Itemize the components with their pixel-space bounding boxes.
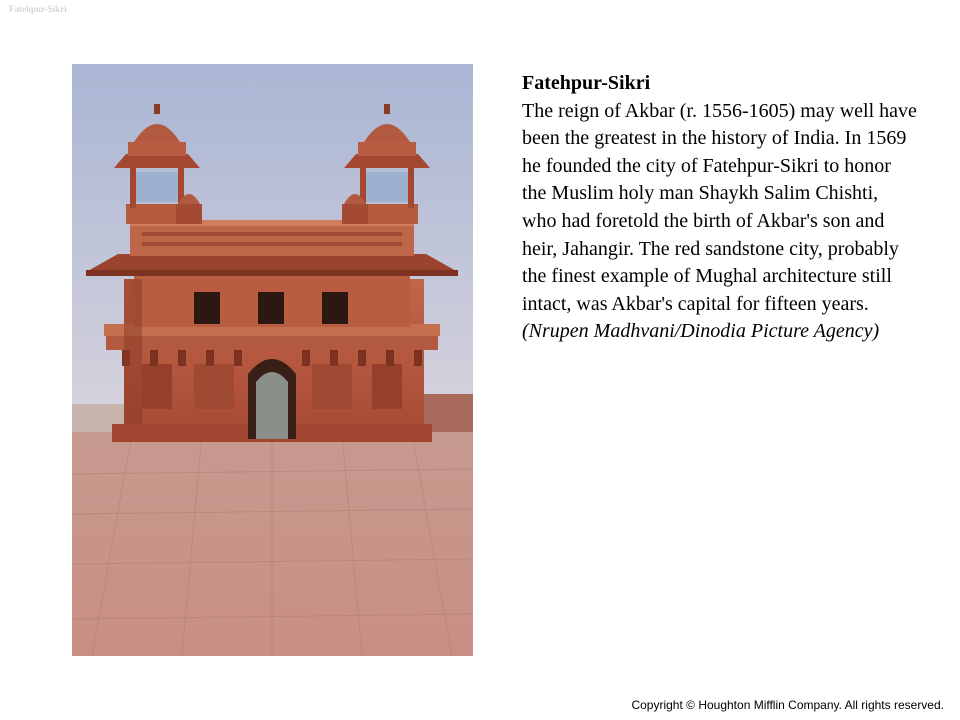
photo-caption: [522, 70, 917, 346]
slide-corner-title: Fatehpur-Sikri: [9, 4, 67, 14]
fatehpur-sikri-photo: [72, 64, 473, 656]
caption-heading: Fatehpur-Sikri: [522, 72, 651, 94]
caption-body: The reign of Akbar (r. 1556-1605) may well have been the greatest in the history of India. In 1569 he founded the city of Fatehpur-Sikri to honor the Muslim holy man Shaykh Salim Chishti, who had foretold the birth of Akbar's son and heir, Jahangir. The red sandstone city, probably the finest example of Mughal architecture still intact, was Akbar's capital for fifteen years.: [522, 99, 917, 315]
caption-credit: (Nrupen Madhvani/Dinodia Picture Agency): [522, 320, 880, 343]
copyright-notice: Copyright © Houghton Mifflin Company. All rights reserved.: [631, 698, 944, 712]
